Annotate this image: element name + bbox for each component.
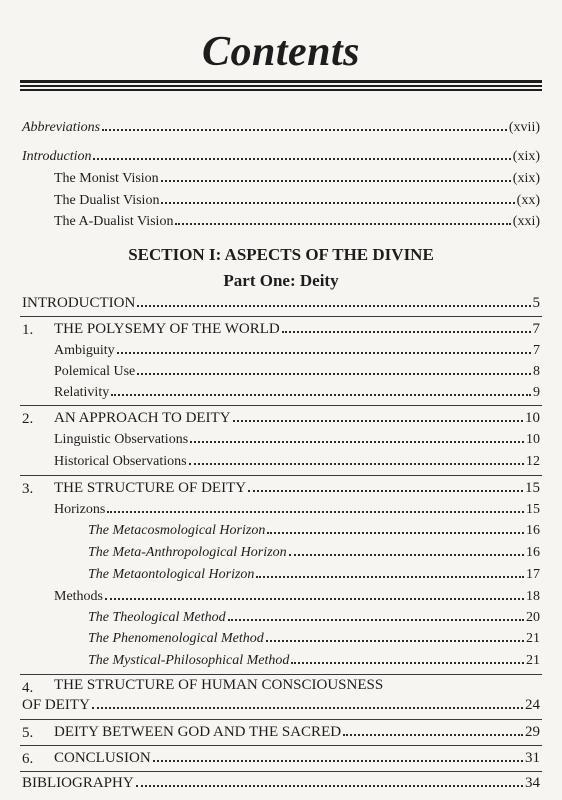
leader-dots <box>289 554 524 556</box>
leader-dots <box>228 619 524 621</box>
toc-chapter-6[interactable] <box>54 750 540 767</box>
toc-page: (xix) <box>512 171 540 186</box>
toc-label: Abbreviations <box>22 120 101 135</box>
divider <box>20 674 542 675</box>
leader-dots <box>233 420 523 422</box>
toc-item-theological[interactable] <box>88 610 540 626</box>
toc-page: (xix) <box>512 149 540 164</box>
leader-dots <box>256 576 524 578</box>
leader-dots <box>267 532 524 534</box>
toc-page: 21 <box>526 631 540 646</box>
title-rule-3 <box>20 89 542 91</box>
toc-label: The Monist Vision <box>54 171 159 186</box>
leader-dots <box>137 373 531 375</box>
chapter-number: 4. <box>22 680 34 696</box>
toc-sub-linguistic[interactable] <box>54 432 540 448</box>
toc-front-monist[interactable] <box>54 171 540 187</box>
toc-page: 15 <box>526 502 540 517</box>
toc-chapter-2[interactable] <box>54 410 540 427</box>
divider <box>20 771 542 772</box>
toc-item-phenomenological[interactable] <box>88 631 540 647</box>
toc-label: Introduction <box>22 149 92 164</box>
toc-page: 5 <box>532 295 540 311</box>
leader-dots <box>153 760 523 762</box>
divider <box>20 405 542 406</box>
divider <box>20 316 542 317</box>
toc-sub-ambiguity[interactable] <box>54 343 540 359</box>
toc-label: Relativity <box>54 385 110 400</box>
toc-sub-methods[interactable] <box>54 589 540 605</box>
section-heading: SECTION I: ASPECTS OF THE DIVINE <box>128 245 434 264</box>
toc-sub-relativity[interactable] <box>54 385 540 401</box>
leader-dots <box>248 490 523 492</box>
toc-front-adualist[interactable] <box>54 214 540 230</box>
toc-label: THE POLYSEMY OF THE WORLD <box>54 321 280 337</box>
toc-sub-polemical-use[interactable] <box>54 364 540 380</box>
toc-page: 21 <box>526 653 540 668</box>
toc-label: Methods <box>54 589 103 604</box>
toc-page: (xx) <box>516 193 540 208</box>
toc-label: INTRODUCTION <box>22 295 136 311</box>
toc-page: 10 <box>525 410 540 426</box>
leader-dots <box>117 352 531 354</box>
toc-page: 10 <box>526 432 540 447</box>
page-title: Contents <box>201 29 361 75</box>
toc-label: DEITY BETWEEN GOD AND THE SACRED <box>54 724 342 740</box>
toc-label: Horizons <box>54 502 106 517</box>
toc-sub-horizons[interactable] <box>54 502 540 518</box>
toc-page: 17 <box>526 567 540 582</box>
toc-page: 7 <box>532 321 540 337</box>
leader-dots <box>189 463 524 465</box>
leader-dots <box>266 640 524 642</box>
toc-page: 9 <box>533 385 540 400</box>
divider <box>20 475 542 476</box>
leader-dots <box>107 511 524 513</box>
chapter-number: 5. <box>22 725 34 741</box>
leader-dots <box>343 734 523 736</box>
toc-front-introduction[interactable] <box>22 149 540 165</box>
leader-dots <box>93 158 510 160</box>
title-rule-1 <box>20 80 542 83</box>
leader-dots <box>102 129 507 131</box>
leader-dots <box>137 305 530 307</box>
toc-page: 31 <box>525 750 540 766</box>
toc-label: BIBLIOGRAPHY <box>22 775 134 791</box>
leader-dots <box>190 441 524 443</box>
toc-label-line-1: THE STRUCTURE OF HUMAN CONSCIOUSNESS <box>54 677 384 693</box>
leader-dots <box>111 394 531 396</box>
leader-dots <box>161 180 511 182</box>
toc-page: 16 <box>526 545 540 560</box>
toc-item-mystical-philosophical[interactable] <box>88 653 540 669</box>
toc-label: The Meta-Anthropological Horizon <box>88 545 287 560</box>
toc-label: Linguistic Observations <box>54 432 189 447</box>
chapter-number: 3. <box>22 481 34 497</box>
toc-label: Ambiguity <box>54 343 115 358</box>
leader-dots <box>136 785 523 787</box>
divider <box>20 745 542 746</box>
toc-label: The Dualist Vision <box>54 193 160 208</box>
chapter-number: 6. <box>22 751 34 767</box>
toc-label: AN APPROACH TO DEITY <box>54 410 231 426</box>
toc-chapter-4[interactable] <box>22 697 540 714</box>
toc-label: The Phenomenological Method <box>88 631 264 646</box>
toc-sub-historical[interactable] <box>54 454 540 470</box>
toc-item-meta-anthropological[interactable] <box>88 545 540 561</box>
toc-label: The Theological Method <box>88 610 226 625</box>
toc-label: THE STRUCTURE OF DEITY <box>54 480 247 496</box>
toc-page: (xvii) <box>508 120 540 135</box>
toc-label: Historical Observations <box>54 454 187 469</box>
leader-dots <box>175 223 510 225</box>
toc-page: 12 <box>526 454 540 469</box>
toc-page: 20 <box>526 610 540 625</box>
toc-label-line-2: OF DEITY <box>22 697 90 713</box>
toc-item-metaontological[interactable] <box>88 567 540 583</box>
toc-page: 34 <box>525 775 540 791</box>
toc-page: 18 <box>526 589 540 604</box>
toc-page: 16 <box>526 523 540 538</box>
leader-dots <box>282 331 531 333</box>
toc-item-metacosmological[interactable] <box>88 523 540 539</box>
toc-label: The Metacosmological Horizon <box>88 523 266 538</box>
toc-introduction[interactable] <box>22 295 540 312</box>
toc-label: CONCLUSION <box>54 750 151 766</box>
toc-chapter-5[interactable] <box>54 724 540 741</box>
part-heading: Part One: Deity <box>223 271 339 290</box>
toc-page: (xxi) <box>512 214 540 229</box>
toc-page: 29 <box>525 724 540 740</box>
toc-page: 24 <box>525 697 540 713</box>
toc-chapter-1[interactable] <box>54 321 540 338</box>
title-rule-2 <box>20 85 542 87</box>
toc-label: The A-Dualist Vision <box>54 214 174 229</box>
toc-page: 15 <box>525 480 540 496</box>
toc-page: 8 <box>533 364 540 379</box>
toc-front-abbreviations[interactable] <box>22 120 540 136</box>
toc-chapter-3[interactable] <box>54 480 540 497</box>
toc-bibliography[interactable] <box>22 775 540 792</box>
leader-dots <box>92 707 523 709</box>
chapter-number: 1. <box>22 322 34 338</box>
leader-dots <box>291 662 524 664</box>
divider <box>20 719 542 720</box>
leader-dots <box>161 202 514 204</box>
chapter-number: 2. <box>22 411 34 427</box>
toc-page: 7 <box>533 343 540 358</box>
leader-dots <box>105 598 524 600</box>
toc-front-dualist[interactable] <box>54 193 540 209</box>
toc-label: Polemical Use <box>54 364 136 379</box>
toc-label: The Mystical-Philosophical Method <box>88 653 290 668</box>
toc-label: The Metaontological Horizon <box>88 567 255 582</box>
